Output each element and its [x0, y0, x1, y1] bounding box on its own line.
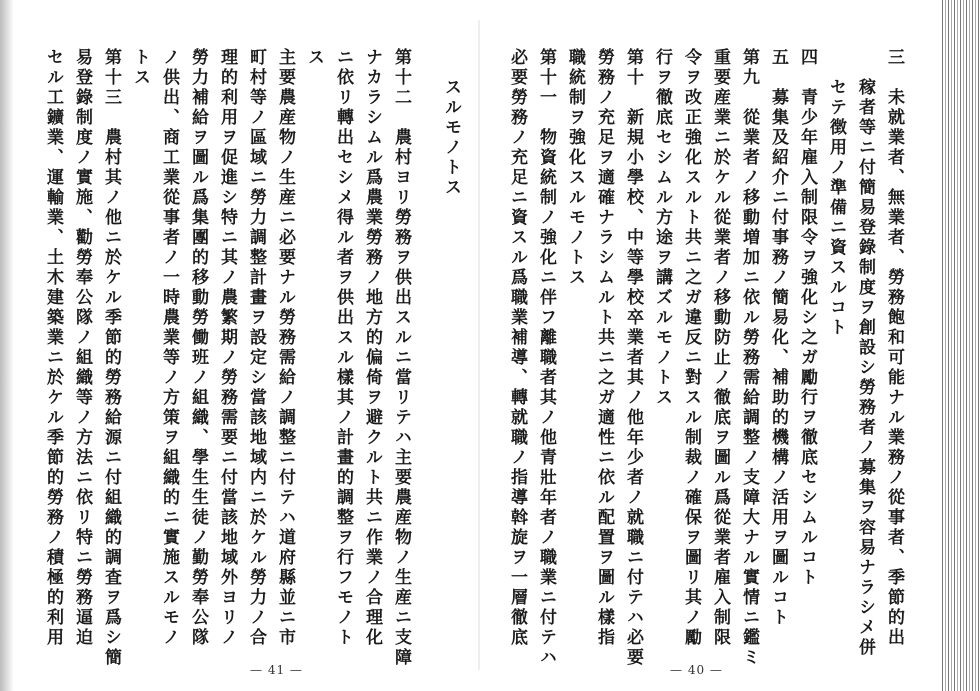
text-column: セテ徴用ノ準備ニ資スルコト: [826, 78, 846, 338]
page-number: — 41 —: [250, 663, 303, 677]
text-column: 第十 新規小學校、中等學校卒業者其ノ他年少者ノ就職ニ付テハ必要: [623, 48, 643, 668]
text-column: 易登錄制度ノ實施、勸勞奉公隊ノ組織等ノ方法ニ依リ特ニ勞務逼迫: [72, 48, 92, 648]
text-column: 第十二 農村ヨリ勞務ヲ供出スルニ當リテハ主要農産物ノ生産ニ支障: [391, 48, 411, 668]
text-column: 五 募集及紹介ニ付事務ノ簡易化、補助的機構ノ活用ヲ圖ルコト: [768, 48, 788, 628]
text-column: セル工鑛業、運輸業、土木建築業ニ於ケル季節的勞務ノ積極的利用: [43, 48, 63, 648]
text-column: ニ依リ轉出セシメ得ル者ヲ供出スル樣其ノ計畫的調整ヲ行フモノト: [333, 48, 353, 648]
right-page: [480, 0, 980, 691]
text-column: 稼者等ニ付簡易登錄制度ヲ創設シ勞務者ノ募集ヲ容易ナラシメ併: [855, 78, 875, 658]
text-column: 行ヲ徹底セシムル方途ヲ講ズルモノトス: [652, 48, 672, 408]
text-column: 重要産業ニ於ケル從業者ノ移動防止ノ徹底ヲ圖ル爲從業者雇入制限: [710, 48, 730, 648]
text-column: 必要勞務ノ充足ニ資スル爲職業補導、轉就職ノ指導斡旋ヲ一層徹底: [507, 48, 527, 648]
text-column: 町村等ノ區域ニ勞力調整計畫ヲ設定シ當該地域内ニ於ケル勞力ノ合: [246, 48, 266, 648]
text-column: 理的利用ヲ促進シ特ニ其ノ農繁期ノ勞務需要ニ付當該地域外ヨリノ: [217, 48, 237, 648]
text-column: トス: [130, 48, 150, 88]
text-column: 勞務ノ充足ヲ適確ナラシムルト共ニ之ガ適性ニ依ル配置ヲ圖ル樣指: [594, 48, 614, 648]
text-column: 三 未就業者、無業者、勞務飽和可能ナル業務ノ從事者、季節的出: [884, 48, 904, 648]
text-column: 令ヲ改正強化スルト共ニ之ガ違反ニ對スル制裁ノ確保ヲ圖リ其ノ勵: [681, 48, 701, 648]
text-column: 四 青少年雇入制限令ヲ強化シ之ガ勵行ヲ徹底セシムルコト: [797, 48, 817, 588]
page-number: — 40 —: [670, 663, 723, 677]
book-binding-edge: [940, 0, 980, 691]
text-column: 第十一 物資統制ノ強化ニ伴フ離職者其ノ他青壯年者ノ職業ニ付テハ: [536, 48, 556, 668]
text-column: 第十三 農村其ノ他ニ於ケル季節的勞務給源ニ付組織的調査ヲ爲シ簡: [101, 48, 121, 668]
text-column: ナカラシムル爲農業勞務ノ地方的偏倚ヲ避クルト共ニ作業ノ合理化: [362, 48, 382, 648]
text-column: 主要農産物ノ生産ニ必要ナル勞務需給ノ調整ニ付テハ道府縣並ニ市: [275, 48, 295, 648]
text-column: ノ供出、商工業從事者ノ一時農業等ノ方策ヲ組織的ニ實施スルモノ: [159, 48, 179, 648]
text-column: 第九 從業者ノ移動増加ニ依ル勞務需給調整ノ支障大ナル實情ニ鑑ミ: [739, 48, 759, 668]
left-page: [0, 0, 480, 691]
text-column: 職統制ヲ強化スルモノトス: [565, 48, 585, 288]
text-column: ス: [304, 48, 324, 68]
text-column: 勞力補給ヲ圖ル爲集團的移動勞働班ノ組織、學生生徒ノ勤勞奉公隊: [188, 48, 208, 648]
text-column: スルモノトス: [441, 78, 461, 198]
